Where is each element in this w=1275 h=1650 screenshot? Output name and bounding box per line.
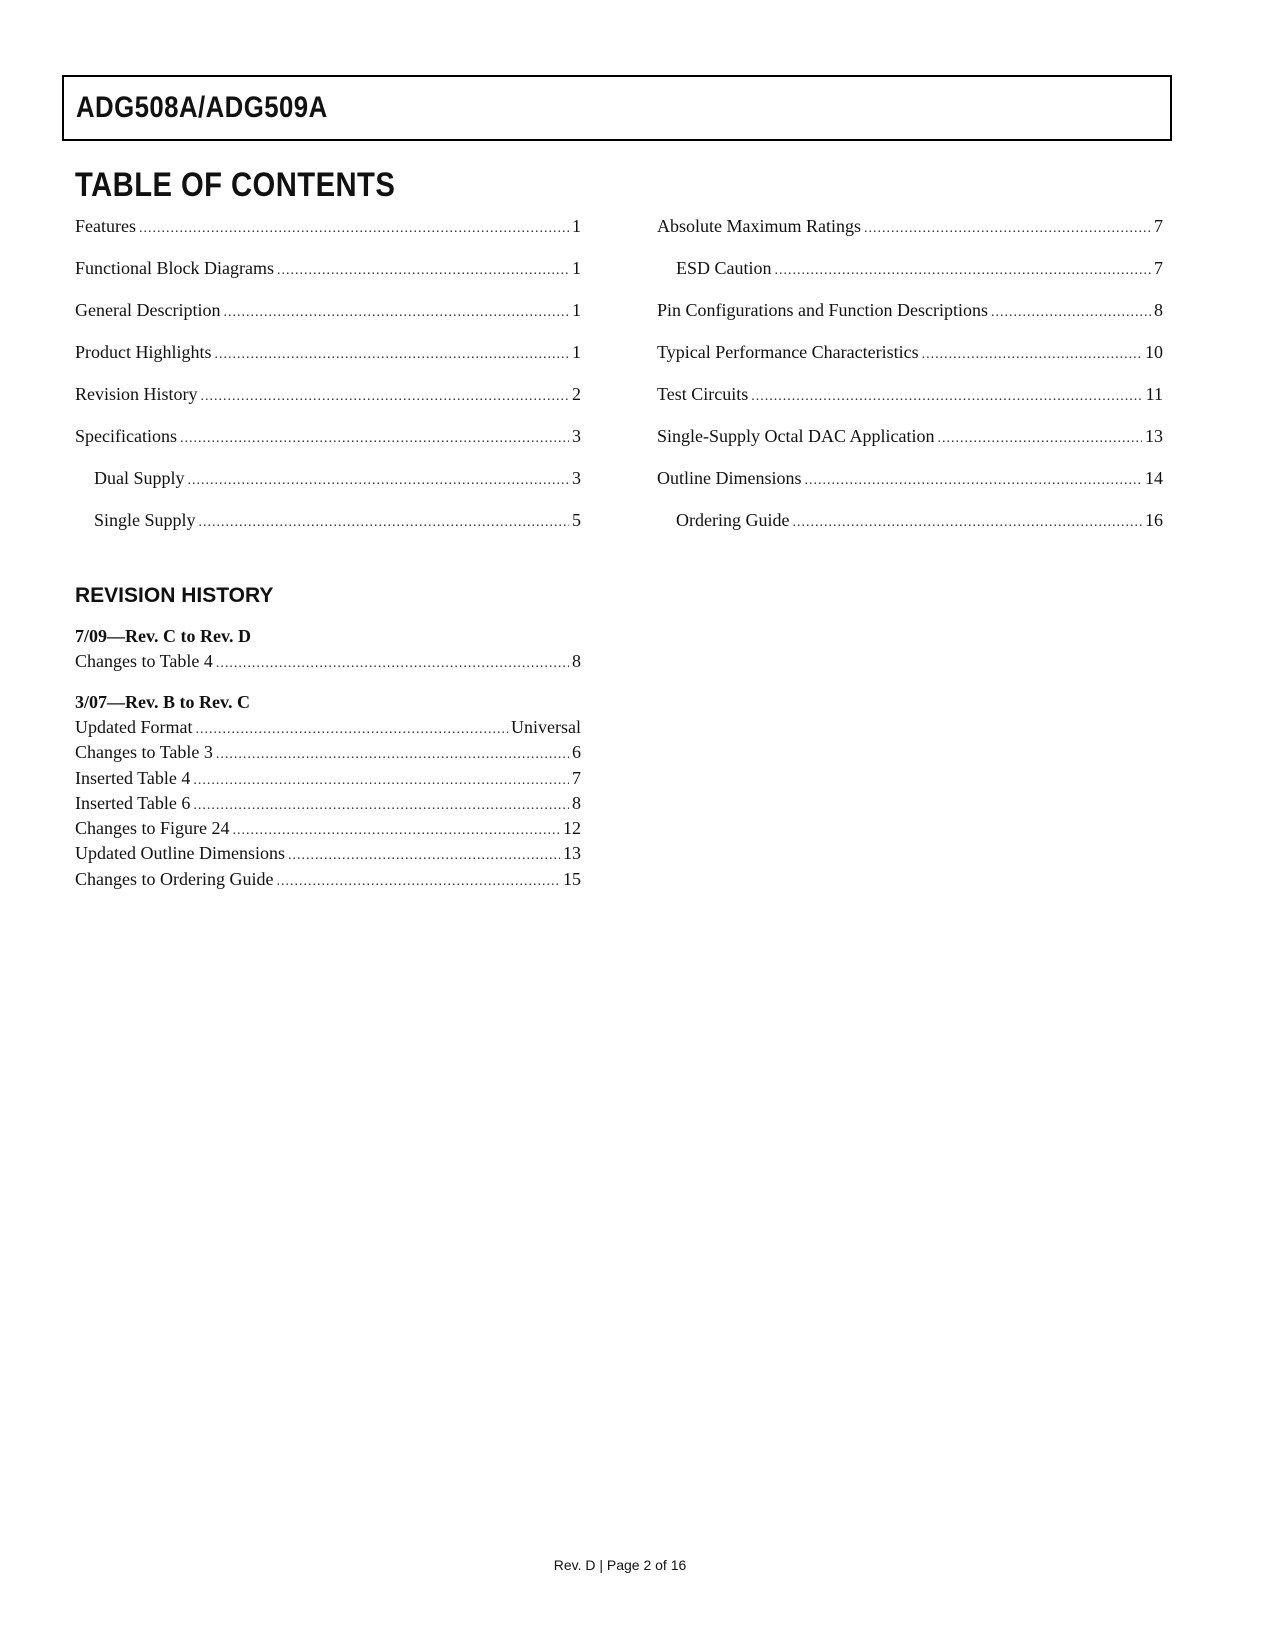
- toc-entry-esd-caution[interactable]: [657, 256, 1163, 298]
- revision-label: Changes to Figure 24: [75, 818, 230, 839]
- revision-label: Updated Outline Dimensions: [75, 843, 285, 864]
- toc-entry-test-circuits[interactable]: [657, 382, 1163, 424]
- revision-label: Inserted Table 6: [75, 792, 191, 813]
- toc-entry-ordering-guide[interactable]: [657, 508, 1163, 550]
- toc-label: Single Supply: [94, 510, 196, 530]
- toc-label: Absolute Maximum Ratings: [657, 216, 861, 236]
- revision-page: 6: [572, 742, 581, 763]
- revision-block-title: 7/09—Rev. C to Rev. D: [75, 626, 251, 646]
- revision-block: [75, 690, 581, 892]
- toc-label: Ordering Guide: [676, 510, 790, 530]
- leader-dots: [201, 385, 569, 409]
- toc-page: 1: [572, 216, 581, 236]
- leader-dots: [193, 793, 569, 818]
- leader-dots: [215, 343, 569, 367]
- leader-dots: [751, 385, 1142, 409]
- toc-label: Features: [75, 216, 136, 236]
- revision-page: 13: [563, 843, 581, 864]
- revision-block: [75, 624, 581, 674]
- leader-dots: [195, 717, 508, 742]
- toc-entry-revision-history[interactable]: [75, 382, 581, 424]
- leader-dots: [864, 217, 1151, 241]
- leader-dots: [805, 469, 1143, 493]
- revision-entry[interactable]: [75, 740, 581, 765]
- leader-dots: [233, 818, 561, 843]
- toc-label: Single-Supply Octal DAC Application: [657, 426, 935, 446]
- toc-page: 7: [1154, 216, 1163, 236]
- leader-dots: [188, 469, 569, 493]
- leader-dots: [277, 259, 569, 283]
- revision-entry[interactable]: [75, 715, 581, 740]
- toc-title: TABLE OF CONTENTS: [75, 166, 396, 204]
- leader-dots: [775, 259, 1151, 283]
- leader-dots: [922, 343, 1142, 367]
- revision-block-title: 3/07—Rev. B to Rev. C: [75, 692, 250, 712]
- revision-label: Inserted Table 4: [75, 767, 191, 788]
- toc-entry-single-supply[interactable]: [75, 508, 581, 550]
- revision-page: 15: [563, 868, 581, 889]
- revision-entry[interactable]: [75, 841, 581, 866]
- toc-entry-features[interactable]: [75, 214, 581, 256]
- leader-dots: [139, 217, 569, 241]
- toc-label: Outline Dimensions: [657, 468, 802, 488]
- toc-entry-absolute-maximum-ratings[interactable]: [657, 214, 1163, 256]
- leader-dots: [991, 301, 1151, 325]
- toc-page: 8: [1154, 300, 1163, 320]
- revision-label: Changes to Table 3: [75, 742, 213, 763]
- toc-entry-general-description[interactable]: [75, 298, 581, 340]
- leader-dots: [288, 843, 560, 868]
- toc-label: Pin Configurations and Function Descriptions: [657, 300, 988, 320]
- header-box: [62, 75, 1172, 141]
- toc-entry-functional-block-diagrams[interactable]: [75, 256, 581, 298]
- revision-entry[interactable]: [75, 649, 581, 674]
- toc-page: 5: [572, 510, 581, 530]
- toc-page: 7: [1154, 258, 1163, 278]
- toc-page: 2: [572, 384, 581, 404]
- toc-label: Revision History: [75, 384, 198, 404]
- toc-page: 11: [1145, 384, 1163, 404]
- toc-label: Test Circuits: [657, 384, 749, 404]
- leader-dots: [792, 511, 1142, 535]
- revision-entry[interactable]: [75, 867, 581, 892]
- toc-right-column: [657, 214, 1163, 550]
- document-title: ADG508A/ADG509A: [76, 91, 328, 124]
- toc-label: Specifications: [75, 426, 177, 446]
- toc-label: Dual Supply: [94, 468, 185, 488]
- revision-page: 8: [572, 651, 581, 671]
- revision-label: Changes to Ordering Guide: [75, 868, 274, 889]
- toc-page: 1: [572, 342, 581, 362]
- toc-label: Product Highlights: [75, 342, 212, 362]
- toc-left-column: [75, 214, 581, 550]
- toc-page: 1: [572, 300, 581, 320]
- toc-entry-specifications[interactable]: [75, 424, 581, 466]
- leader-dots: [223, 301, 569, 325]
- leader-dots: [193, 768, 569, 793]
- leader-dots: [180, 427, 569, 451]
- leader-dots: [937, 427, 1142, 451]
- toc-entry-product-highlights[interactable]: [75, 340, 581, 382]
- toc-entry-outline-dimensions[interactable]: [657, 466, 1163, 508]
- page-footer: Rev. D | Page 2 of 16: [553, 1557, 687, 1573]
- toc-page: 14: [1145, 468, 1163, 488]
- toc-page: 16: [1145, 510, 1163, 530]
- toc-label: General Description: [75, 300, 221, 320]
- toc-entry-typical-performance[interactable]: [657, 340, 1163, 382]
- revision-label: Changes to Table 4: [75, 651, 213, 671]
- leader-dots: [216, 742, 569, 767]
- revision-page: 12: [563, 818, 581, 839]
- revision-entry[interactable]: [75, 766, 581, 791]
- revision-entry[interactable]: [75, 816, 581, 841]
- revision-page: 8: [572, 792, 581, 813]
- toc-page: 13: [1145, 426, 1163, 446]
- toc-page: 3: [572, 468, 581, 488]
- revision-label: Updated Format: [75, 717, 193, 737]
- toc-page: 10: [1145, 342, 1163, 362]
- toc-entry-pin-configurations[interactable]: [657, 298, 1163, 340]
- revision-history-heading: REVISION HISTORY: [75, 584, 274, 607]
- toc-entry-octal-dac-application[interactable]: [657, 424, 1163, 466]
- toc-page: 1: [572, 258, 581, 278]
- revision-page: Universal: [511, 717, 581, 737]
- toc-label: Typical Performance Characteristics: [657, 342, 919, 362]
- revision-page: 7: [572, 767, 581, 788]
- leader-dots: [199, 511, 569, 535]
- leader-dots: [216, 651, 569, 676]
- toc-label: ESD Caution: [676, 258, 772, 278]
- leader-dots: [276, 869, 560, 894]
- toc-entry-dual-supply[interactable]: [75, 466, 581, 508]
- toc-page: 3: [572, 426, 581, 446]
- revision-entry[interactable]: [75, 791, 581, 816]
- toc-label: Functional Block Diagrams: [75, 258, 274, 278]
